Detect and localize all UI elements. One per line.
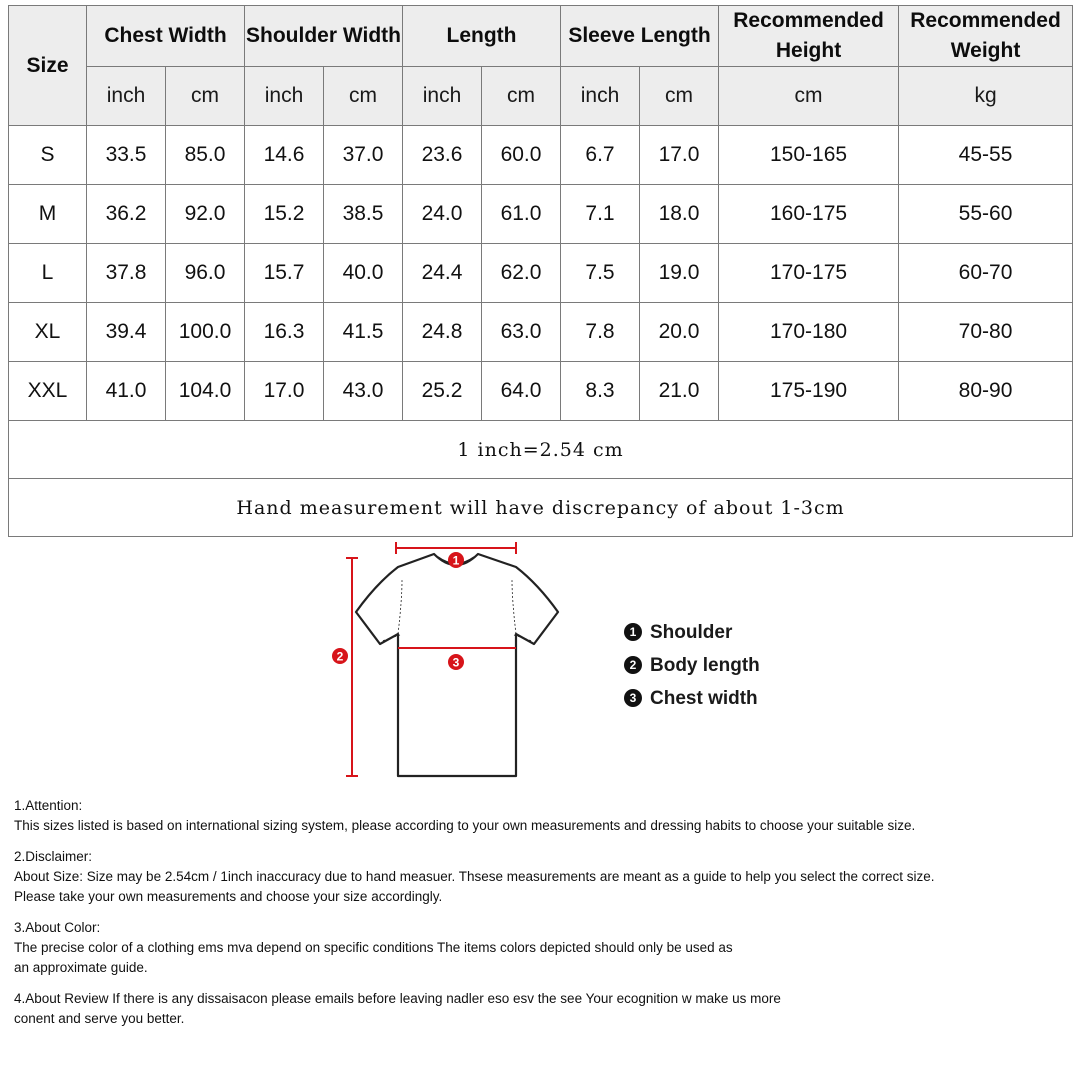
table-cell: 6.7	[561, 126, 640, 185]
note-text: The precise color of a clothing ems mva depend on specific conditions The items colors depicted should only be used as	[14, 940, 733, 955]
size-cell: XL	[9, 303, 87, 362]
table-cell: 160-175	[719, 185, 899, 244]
table-cell: 60-70	[899, 244, 1073, 303]
table-cell: 18.0	[640, 185, 719, 244]
table-cell: 16.3	[245, 303, 324, 362]
note-text: Please take your own measurements and choose your size accordingly.	[14, 889, 443, 904]
size-cell: XXL	[9, 362, 87, 421]
legend-label: Body length	[650, 655, 760, 676]
note-heading: 1.Attention:	[14, 798, 83, 813]
table-cell: 37.8	[87, 244, 166, 303]
note-heading: 3.About Color:	[14, 920, 101, 935]
table-cell: 175-190	[719, 362, 899, 421]
legend-item-body-length	[624, 651, 924, 684]
header-size: Size	[9, 6, 87, 126]
legend-number: 1	[624, 623, 642, 641]
note-disclaimer	[14, 847, 1074, 907]
size-chart-table	[8, 5, 1073, 537]
note-text: an approximate guide.	[14, 960, 148, 975]
header-row	[9, 6, 1073, 67]
note-text: This sizes listed is based on international sizing system, please according to your own measurements and dressing habits to choose your suitable size.	[14, 818, 916, 833]
tshirt-diagram	[326, 540, 566, 780]
table-cell: 45-55	[899, 126, 1073, 185]
table-cell: 17.0	[245, 362, 324, 421]
size-cell: L	[9, 244, 87, 303]
table-cell: 38.5	[324, 185, 403, 244]
table-cell: 33.5	[87, 126, 166, 185]
table-cell: 55-60	[899, 185, 1073, 244]
header-shoulder-width: Shoulder Width	[245, 6, 403, 67]
header-recommended-weight: Recommended Weight	[899, 6, 1073, 67]
table-cell: 63.0	[482, 303, 561, 362]
legend-number: 3	[624, 689, 642, 707]
conversion-note: 1 inch=2.54 cm	[9, 421, 1073, 479]
legend-number: 2	[624, 656, 642, 674]
table-cell: 92.0	[166, 185, 245, 244]
table-cell: 20.0	[640, 303, 719, 362]
unit-cell: inch	[245, 67, 324, 126]
svg-text:3: 3	[452, 655, 460, 670]
note-attention	[14, 796, 1074, 836]
table-cell: 41.5	[324, 303, 403, 362]
size-cell: M	[9, 185, 87, 244]
unit-cell: inch	[561, 67, 640, 126]
table-cell: 96.0	[166, 244, 245, 303]
table-cell: 23.6	[403, 126, 482, 185]
unit-cell: cm	[640, 67, 719, 126]
svg-text:2: 2	[336, 649, 344, 664]
unit-cell: cm	[482, 67, 561, 126]
table-cell: 14.6	[245, 126, 324, 185]
table-cell: 62.0	[482, 244, 561, 303]
note-about-review	[14, 989, 1074, 1029]
table-cell: 24.8	[403, 303, 482, 362]
header-sleeve-length: Sleeve Length	[561, 6, 719, 67]
table-cell: 19.0	[640, 244, 719, 303]
table-row	[9, 126, 1073, 185]
legend-item-chest-width	[624, 684, 924, 717]
header-length: Length	[403, 6, 561, 67]
table-cell: 60.0	[482, 126, 561, 185]
notes-section	[14, 796, 1074, 1040]
unit-cell: kg	[899, 67, 1073, 126]
table-cell: 104.0	[166, 362, 245, 421]
table-cell: 64.0	[482, 362, 561, 421]
table-cell: 21.0	[640, 362, 719, 421]
units-row	[9, 67, 1073, 126]
legend-item-shoulder	[624, 618, 924, 651]
legend-label: Shoulder	[650, 622, 733, 643]
table-row	[9, 244, 1073, 303]
table-cell: 61.0	[482, 185, 561, 244]
marker-2	[332, 648, 348, 664]
unit-cell: inch	[87, 67, 166, 126]
table-cell: 15.7	[245, 244, 324, 303]
discrepancy-note: Hand measurement will have discrepancy of about 1-3cm	[9, 479, 1073, 537]
diagram-legend	[624, 618, 924, 717]
table-cell: 36.2	[87, 185, 166, 244]
table-cell: 24.0	[403, 185, 482, 244]
table-cell: 85.0	[166, 126, 245, 185]
unit-cell: cm	[719, 67, 899, 126]
note-text: 4.About Review If there is any dissaisacon please emails before leaving nadler eso esv the see Your ecognition w make us more	[14, 991, 781, 1006]
legend-label: Chest width	[650, 688, 758, 709]
table-cell: 170-180	[719, 303, 899, 362]
table-cell: 15.2	[245, 185, 324, 244]
table-cell: 80-90	[899, 362, 1073, 421]
header-recommended-height: Recommended Height	[719, 6, 899, 67]
table-cell: 37.0	[324, 126, 403, 185]
table-cell: 7.1	[561, 185, 640, 244]
table-cell: 70-80	[899, 303, 1073, 362]
note-heading: 2.Disclaimer:	[14, 849, 93, 864]
header-chest-width: Chest Width	[87, 6, 245, 67]
table-cell: 8.3	[561, 362, 640, 421]
table-cell: 40.0	[324, 244, 403, 303]
table-cell: 17.0	[640, 126, 719, 185]
marker-3	[448, 654, 464, 670]
note-text: conent and serve you better.	[14, 1011, 185, 1026]
table-cell: 39.4	[87, 303, 166, 362]
note-text: About Size: Size may be 2.54cm / 1inch inaccuracy due to hand measuer. Thsese measurements are meant as a guide to help you select the correct size.	[14, 869, 935, 884]
unit-cell: cm	[324, 67, 403, 126]
table-cell: 100.0	[166, 303, 245, 362]
marker-1	[448, 552, 464, 568]
table-cell: 25.2	[403, 362, 482, 421]
table-cell: 43.0	[324, 362, 403, 421]
size-cell: S	[9, 126, 87, 185]
note-about-color	[14, 918, 1074, 978]
measure-lines	[346, 542, 516, 776]
conversion-row	[9, 421, 1073, 479]
table-row	[9, 185, 1073, 244]
svg-text:1: 1	[452, 553, 460, 568]
table-cell: 7.5	[561, 244, 640, 303]
table-cell: 41.0	[87, 362, 166, 421]
discrepancy-row	[9, 479, 1073, 537]
unit-cell: cm	[166, 67, 245, 126]
table-cell: 7.8	[561, 303, 640, 362]
table-row	[9, 303, 1073, 362]
unit-cell: inch	[403, 67, 482, 126]
table-cell: 150-165	[719, 126, 899, 185]
table-row	[9, 362, 1073, 421]
table-cell: 24.4	[403, 244, 482, 303]
table-cell: 170-175	[719, 244, 899, 303]
